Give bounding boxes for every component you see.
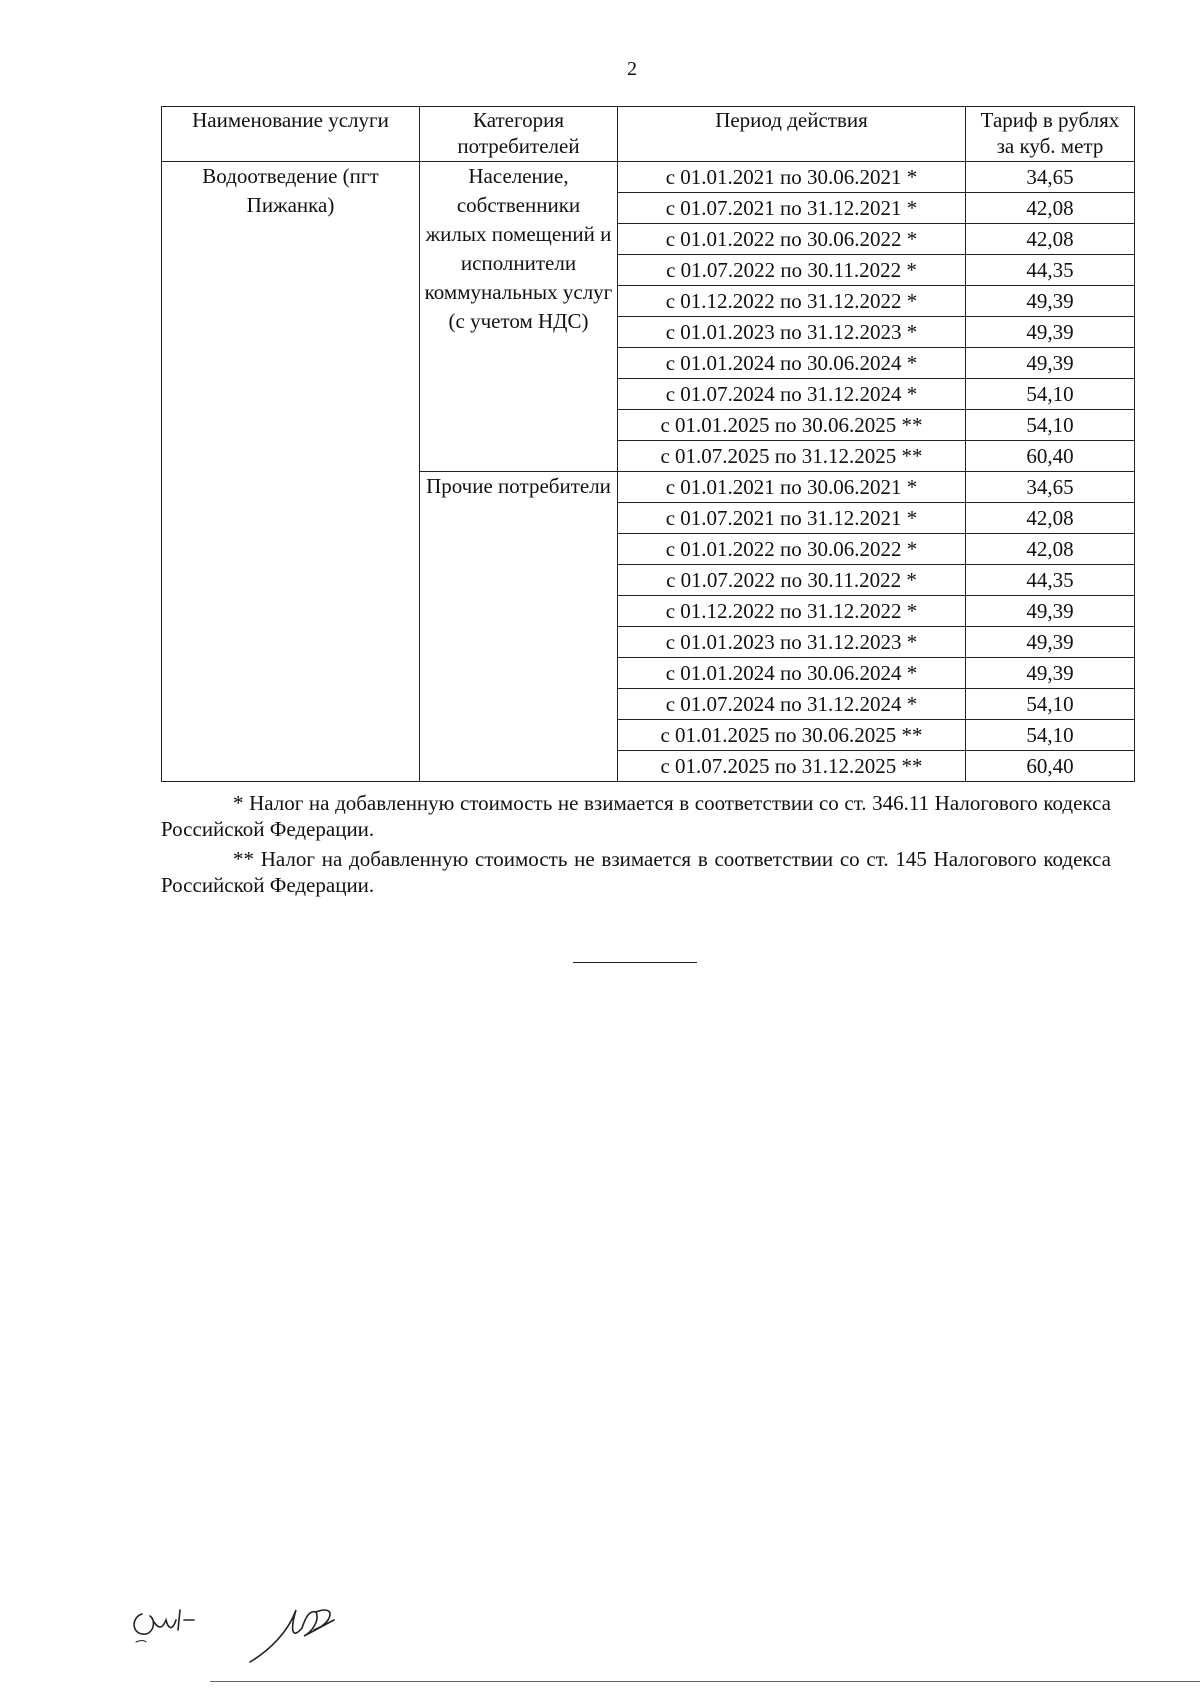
period-cell: с 01.12.2022 по 31.12.2022 * (618, 596, 966, 627)
period-cell: с 01.07.2022 по 30.11.2022 * (618, 565, 966, 596)
header-period: Период действия (618, 107, 966, 162)
period-cell: с 01.12.2022 по 31.12.2022 * (618, 286, 966, 317)
period-cell: с 01.07.2022 по 30.11.2022 * (618, 255, 966, 286)
tariff-cell: 49,39 (966, 627, 1135, 658)
tariff-cell: 49,39 (966, 317, 1135, 348)
period-cell: с 01.01.2025 по 30.06.2025 ** (618, 720, 966, 751)
tariff-cell: 60,40 (966, 751, 1135, 782)
table-row (162, 162, 1135, 193)
header-tariff: Тариф в рублях за куб. метр (966, 107, 1135, 162)
period-cell: с 01.07.2021 по 31.12.2021 * (618, 503, 966, 534)
period-cell: с 01.01.2022 по 30.06.2022 * (618, 534, 966, 565)
period-cell: с 01.07.2024 по 31.12.2024 * (618, 689, 966, 720)
header-category: Категория потребителей (420, 107, 618, 162)
period-cell: с 01.01.2021 по 30.06.2021 * (618, 472, 966, 503)
tariff-cell: 34,65 (966, 162, 1135, 193)
tariff-cell: 54,10 (966, 379, 1135, 410)
tariff-cell: 42,08 (966, 193, 1135, 224)
tariff-cell: 44,35 (966, 565, 1135, 596)
period-cell: с 01.01.2021 по 30.06.2021 * (618, 162, 966, 193)
tariff-cell: 34,65 (966, 472, 1135, 503)
table-header-row (162, 107, 1135, 162)
tariff-cell: 49,39 (966, 348, 1135, 379)
tariff-cell: 54,10 (966, 689, 1135, 720)
tariff-cell: 49,39 (966, 658, 1135, 689)
period-cell: с 01.01.2022 по 30.06.2022 * (618, 224, 966, 255)
header-service: Наименование услуги (162, 107, 420, 162)
period-cell: с 01.01.2023 по 31.12.2023 * (618, 317, 966, 348)
category-population-cell: Население, собственники жилых помещений и исполнители коммунальных услуг (с учетом НДС) (420, 162, 618, 472)
period-cell: с 01.01.2025 по 30.06.2025 ** (618, 410, 966, 441)
tariff-cell: 42,08 (966, 224, 1135, 255)
bottom-edge-rule (210, 1681, 1200, 1682)
tariff-cell: 54,10 (966, 720, 1135, 751)
footnote-single-star: * Налог на добавленную стоимость не взимается в соответствии со ст. 346.11 Налогового кодекса Российской Федерации. (161, 791, 1111, 841)
handwritten-signature (120, 1580, 380, 1670)
tariff-cell: 49,39 (966, 596, 1135, 627)
period-cell: с 01.07.2025 по 31.12.2025 ** (618, 751, 966, 782)
period-cell: с 01.07.2025 по 31.12.2025 ** (618, 441, 966, 472)
tariff-cell: 54,10 (966, 410, 1135, 441)
end-of-text-rule (573, 962, 697, 963)
footnote-double-star: ** Налог на добавленную стоимость не взимается в соответствии со ст. 145 Налогового кодекса Российской Федерации. (161, 847, 1111, 897)
tariff-cell: 44,35 (966, 255, 1135, 286)
period-cell: с 01.07.2021 по 31.12.2021 * (618, 193, 966, 224)
category-other-cell: Прочие потребители (420, 472, 618, 782)
tariff-cell: 42,08 (966, 534, 1135, 565)
period-cell: с 01.01.2023 по 31.12.2023 * (618, 627, 966, 658)
period-cell: с 01.01.2024 по 30.06.2024 * (618, 658, 966, 689)
page-number: 2 (627, 58, 637, 80)
period-cell: с 01.07.2024 по 31.12.2024 * (618, 379, 966, 410)
tariff-cell: 49,39 (966, 286, 1135, 317)
period-cell: с 01.01.2024 по 30.06.2024 * (618, 348, 966, 379)
tariff-cell: 60,40 (966, 441, 1135, 472)
tariff-cell: 42,08 (966, 503, 1135, 534)
service-name-cell: Водоотведение (пгт Пижанка) (162, 162, 420, 782)
tariff-table (161, 106, 1135, 782)
